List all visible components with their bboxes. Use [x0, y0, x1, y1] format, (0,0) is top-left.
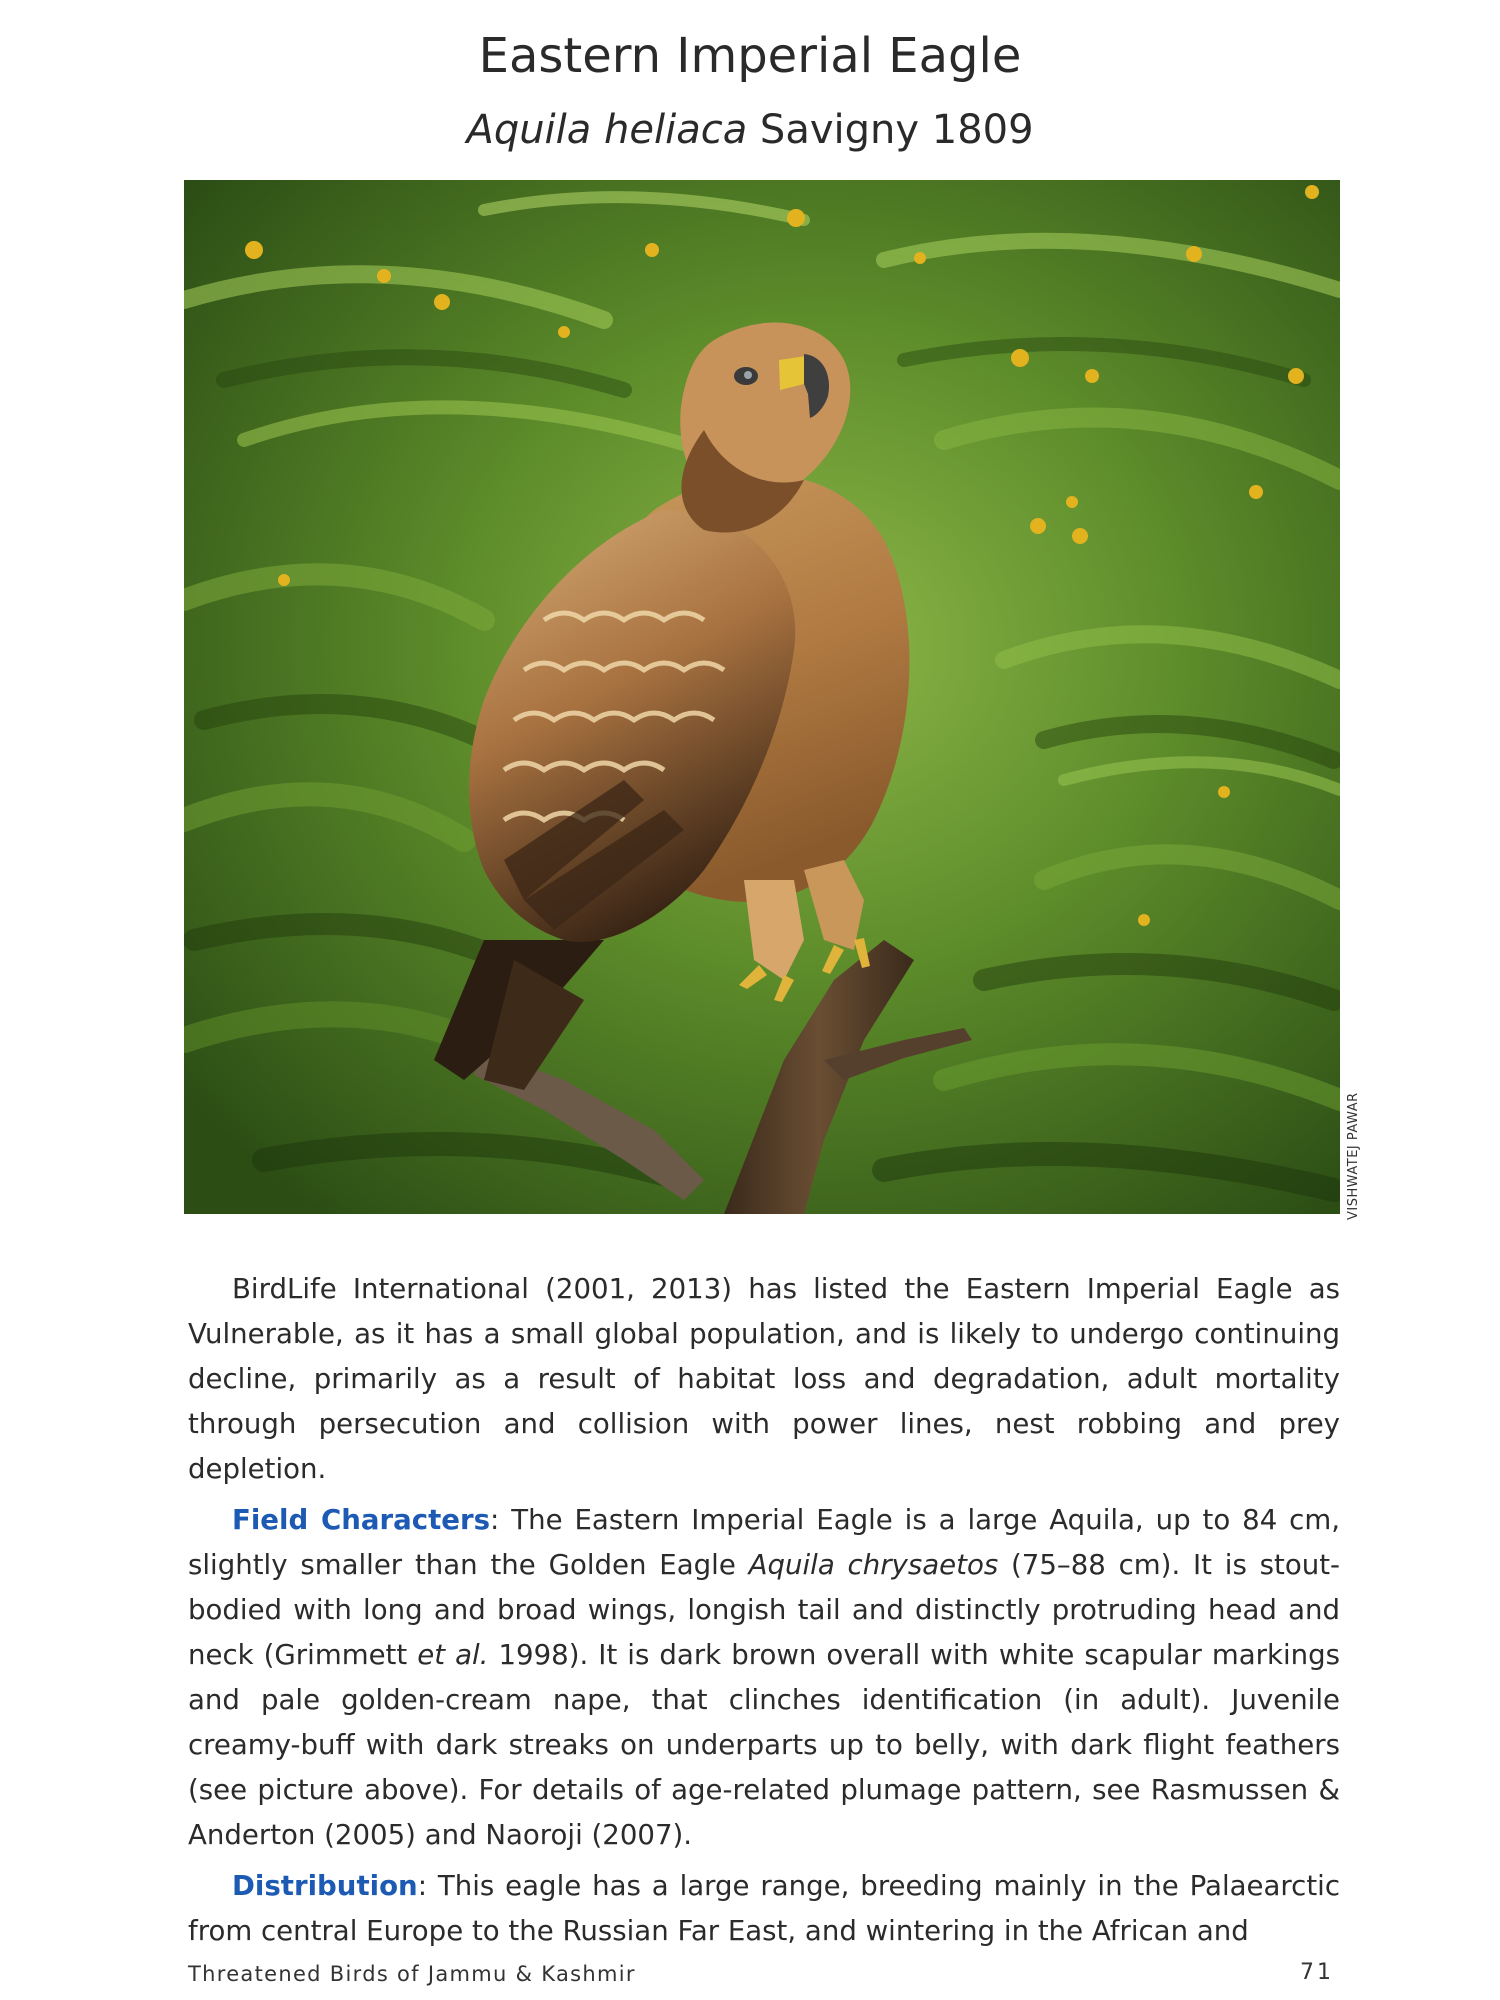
photo-credit	[1346, 1040, 1366, 1220]
distribution-heading: Distribution	[232, 1869, 418, 1902]
eagle-photo	[184, 180, 1340, 1214]
scientific-name: Aquila heliaca	[466, 107, 748, 153]
paragraph-status-text: BirdLife International (2001, 2013) has listed the Eastern Imperial Eagle as Vulnerable, as it has a small global population, and is likely to undergo continuing decline, primarily as a result of habitat loss and degradation, adult mortality through persecution and collision with power lines, nest robbing and prey depletion.	[188, 1272, 1340, 1485]
article-body	[188, 1266, 1340, 1959]
golden-eagle-scientific-name: Aquila chrysaetos	[748, 1548, 999, 1581]
eagle-illustration	[184, 180, 1340, 1214]
distribution-text: : This eagle has a large range, breeding mainly in the Palaearctic from central Europe to the Russian Far East, and wintering in the African and	[188, 1869, 1340, 1947]
author-year: Savigny 1809	[747, 107, 1034, 153]
field-characters-text-2: (75–88 cm). It is stout-bodied with long and broad wings, longish tail and distinctly protruding head and neck (Grimmett	[188, 1548, 1340, 1671]
et-al-italic: et al.	[417, 1638, 489, 1671]
field-characters-heading: Field Characters	[232, 1503, 491, 1536]
photo-credit-text: VISHWATEJ PAWAR	[1346, 1092, 1361, 1220]
paragraph-distribution	[188, 1863, 1340, 1953]
paragraph-field-characters	[188, 1497, 1340, 1857]
footer-page-number: 71	[1300, 1960, 1334, 1985]
field-characters-text-3: 1998). It is dark brown overall with white scapular markings and pale golden-cream nape, that clinches identification (in adult). Juvenile creamy-buff with dark streaks on underparts up to belly, with dark flight feathers (see picture above). For details of age-related plumage pattern, see Rasmussen & Anderton (2005) and Naoroji (2007).	[188, 1638, 1340, 1851]
footer-book-title: Threatened Birds of Jammu & Kashmir	[188, 1962, 636, 1986]
species-scientific-name	[0, 104, 1500, 156]
page-title: Eastern Imperial Eagle	[478, 28, 1022, 84]
field-characters-text-1: : The Eastern Imperial Eagle is a large Aquila, up to 84 cm, slightly smaller than the Golden Eagle	[188, 1503, 1340, 1581]
paragraph-status	[188, 1266, 1340, 1491]
